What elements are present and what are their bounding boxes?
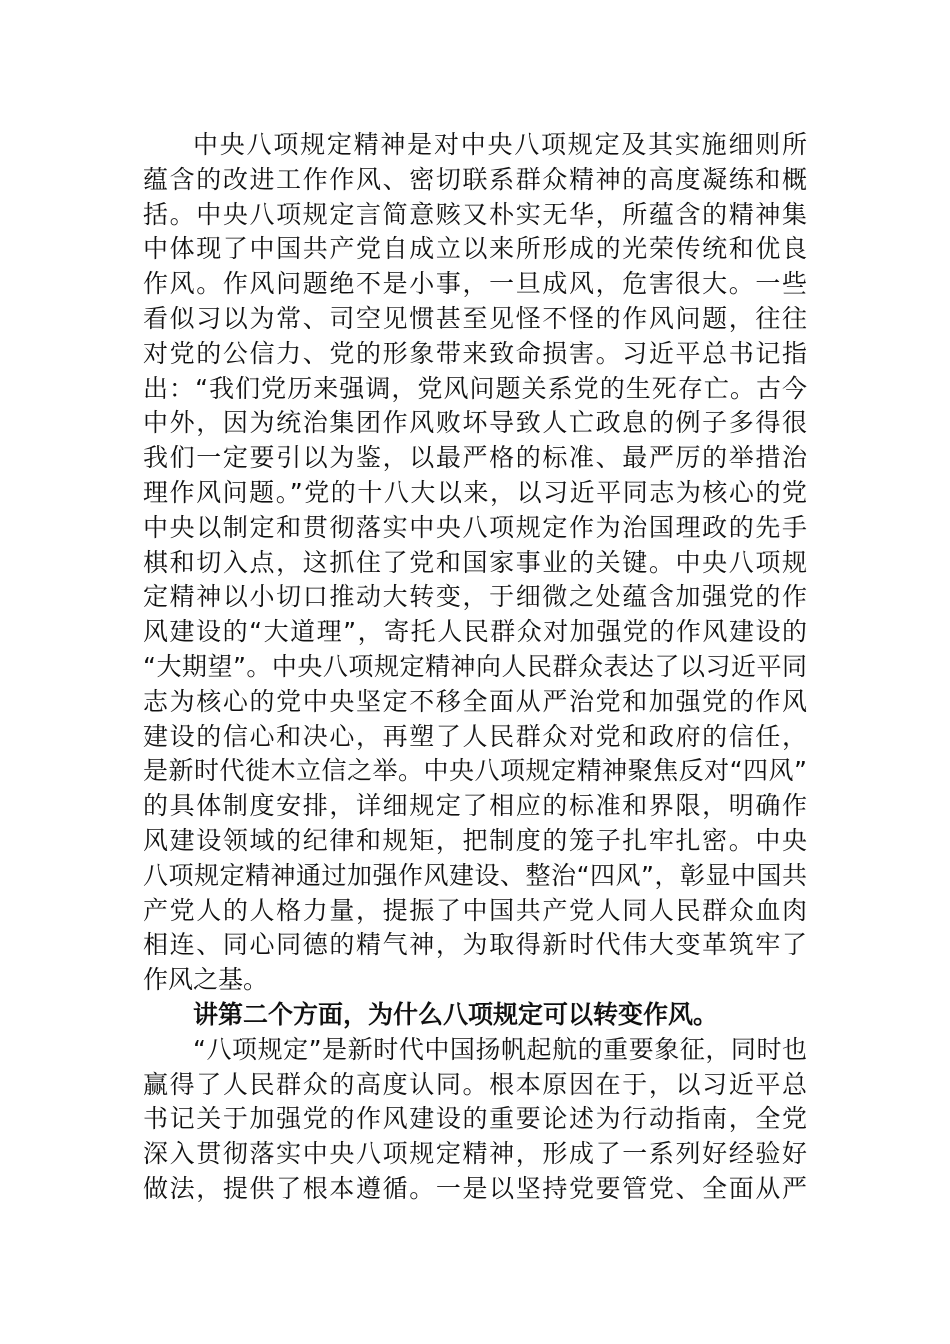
- paragraph-2: [143, 1033, 807, 1207]
- text-line: 是新时代徙木立信之举。中央八项规定精神聚焦反对“四风”: [143, 756, 807, 786]
- text-line: 中体现了中国共产党自成立以来所形成的光荣传统和优良: [143, 234, 807, 264]
- body-text: [143, 128, 807, 1207]
- text-line: 括。中央八项规定言简意赅又朴实无华，所蕴含的精神集: [143, 199, 807, 229]
- text-line: 对党的公信力、党的形象带来致命损害。习近平总书记指: [143, 338, 807, 368]
- text-line: 中央以制定和贯彻落实中央八项规定作为治国理政的先手: [143, 512, 807, 542]
- text-line: 建设的信心和决心，再塑了人民群众对党和政府的信任，: [143, 721, 807, 751]
- text-line: 相连、同心同德的精气神，为取得新时代伟大变革筑牢了: [143, 930, 807, 960]
- text-line: 棋和切入点，这抓住了党和国家事业的关键。中央八项规: [143, 547, 807, 577]
- text-line: 风建设领域的纪律和规矩，把制度的笼子扎牢扎密。中央: [143, 825, 807, 855]
- text-line: 八项规定精神通过加强作风建设、整治“四风”，彰显中国共: [143, 860, 807, 890]
- text-line: 看似习以为常、司空见惯甚至见怪不怪的作风问题，往往: [143, 303, 807, 333]
- text-line: 风建设的“大道理”，寄托人民群众对加强党的作风建设的: [143, 617, 807, 647]
- text-line: 中央八项规定精神是对中央八项规定及其实施细则所: [193, 130, 807, 159]
- text-line: 定精神以小切口推动大转变，于细微之处蕴含加强党的作: [143, 582, 807, 612]
- text-line: 蕴含的改进工作作风、密切联系群众精神的高度凝练和概: [143, 164, 807, 194]
- text-line: 志为核心的党中央坚定不移全面从严治党和加强党的作风: [143, 686, 807, 716]
- text-line: 深入贯彻落实中央八项规定精神，形成了一系列好经验好: [143, 1139, 807, 1169]
- text-line: “大期望”。中央八项规定精神向人民群众表达了以习近平同: [143, 651, 807, 681]
- text-line: 的具体制度安排，详细规定了相应的标准和界限，明确作: [143, 791, 807, 821]
- text-line: 作风。作风问题绝不是小事，一旦成风，危害很大。一些: [143, 269, 807, 299]
- text-line: 书记关于加强党的作风建设的重要论述为行动指南，全党: [143, 1104, 807, 1134]
- text-line: 赢得了人民群众的高度认同。根本原因在于，以习近平总: [143, 1069, 807, 1099]
- section-heading: 讲第二个方面，为什么八项规定可以转变作风。: [193, 999, 719, 1029]
- text-line: 出：“我们党历来强调，党风问题关系党的生死存亡。古今: [143, 373, 807, 403]
- text-line: 作风之基。: [143, 965, 269, 995]
- text-line: 理作风问题。”党的十八大以来，以习近平同志为核心的党: [143, 477, 807, 507]
- text-line: 做法，提供了根本遵循。一是以坚持党要管党、全面从严: [143, 1173, 807, 1203]
- paragraph-1: [143, 128, 807, 998]
- text-line: 产党人的人格力量，提振了中国共产党人同人民群众血肉: [143, 895, 807, 925]
- section-heading-block: [143, 998, 807, 1033]
- text-line: “八项规定”是新时代中国扬帆起航的重要象征，同时也: [193, 1034, 807, 1064]
- text-line: 我们一定要引以为鉴，以最严格的标准、最严厉的举措治: [143, 443, 807, 473]
- text-line: 中外，因为统治集团作风败坏导致人亡政息的例子多得很: [143, 408, 807, 438]
